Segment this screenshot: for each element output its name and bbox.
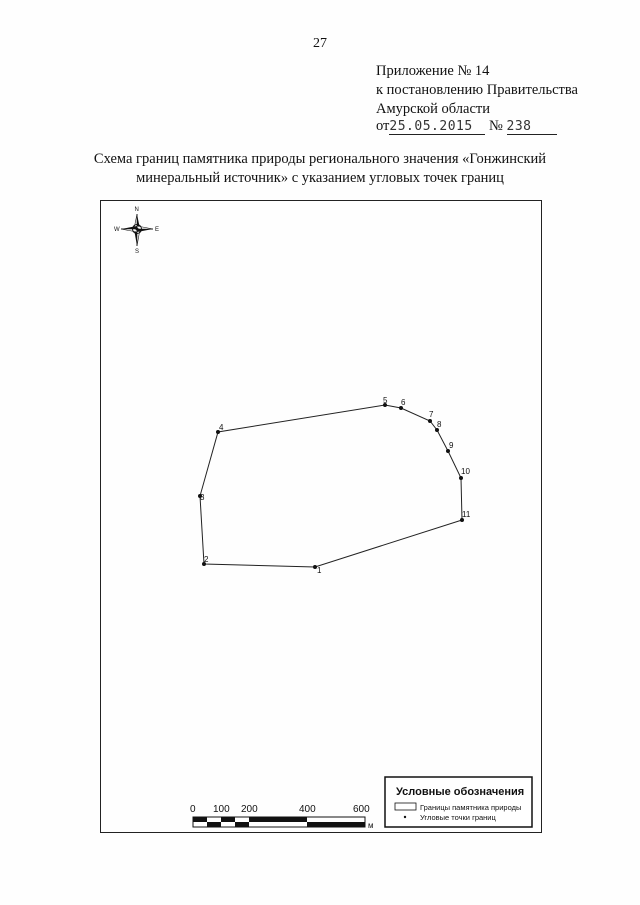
compass-south: S (135, 249, 140, 255)
appendix-number: Приложение № 14 (376, 63, 490, 79)
corner-point-label: 11 (462, 510, 471, 519)
legend-point-symbol (404, 816, 406, 818)
corner-point-7 (428, 419, 432, 423)
scale-tick-400: 400 (299, 804, 316, 815)
scale-tick-0: 0 (190, 804, 196, 815)
corner-point-label: 10 (461, 467, 470, 476)
corner-point-label: 8 (437, 420, 442, 429)
corner-point-label: 1 (317, 566, 322, 575)
date-prefix: от (376, 118, 390, 134)
appendix-reference: к постановлению Правительства (376, 82, 578, 98)
scale-unit: м (368, 821, 374, 830)
corner-point-label: 9 (449, 441, 454, 450)
legend-boundary-symbol (395, 803, 416, 810)
document-title (60, 150, 580, 188)
corner-point-label: 7 (429, 410, 434, 419)
legend-point-label: Угловые точки границ (420, 813, 496, 822)
scale-bar (190, 804, 374, 830)
corner-point-label: 5 (383, 396, 388, 405)
decree-date: 25.05.2015 (389, 120, 485, 135)
corner-point-10 (459, 476, 463, 480)
compass-west: W (114, 227, 120, 233)
compass-north: N (134, 207, 139, 213)
legend-boundary-label: Границы памятника природы (420, 803, 522, 812)
appendix-region: Амурской области (376, 101, 490, 117)
corner-points (198, 403, 464, 569)
decree-number: 238 (507, 120, 557, 135)
legend-title: Условные обозначения (396, 786, 525, 798)
compass-east: E (155, 227, 160, 233)
scale-tick-100: 100 (213, 804, 230, 815)
scale-tick-200: 200 (241, 804, 258, 815)
page-number: 27 (313, 36, 327, 51)
appendix-date-line (376, 117, 557, 136)
number-prefix: № (489, 118, 503, 134)
title-line-2: минеральный источник» с указанием угловых точек границ (136, 170, 504, 186)
compass-rose-icon (121, 214, 153, 246)
map-legend (385, 777, 532, 827)
corner-point-label: 3 (200, 493, 205, 502)
map-canvas (100, 200, 542, 833)
corner-point-label: 6 (401, 398, 406, 407)
boundary-polygon (200, 405, 462, 567)
corner-point-label: 4 (219, 423, 224, 432)
scale-tick-600: 600 (353, 804, 370, 815)
corner-point-label: 2 (204, 555, 209, 564)
title-line-1: Схема границ памятника природы регионального значения «Гонжинский (93, 151, 547, 167)
